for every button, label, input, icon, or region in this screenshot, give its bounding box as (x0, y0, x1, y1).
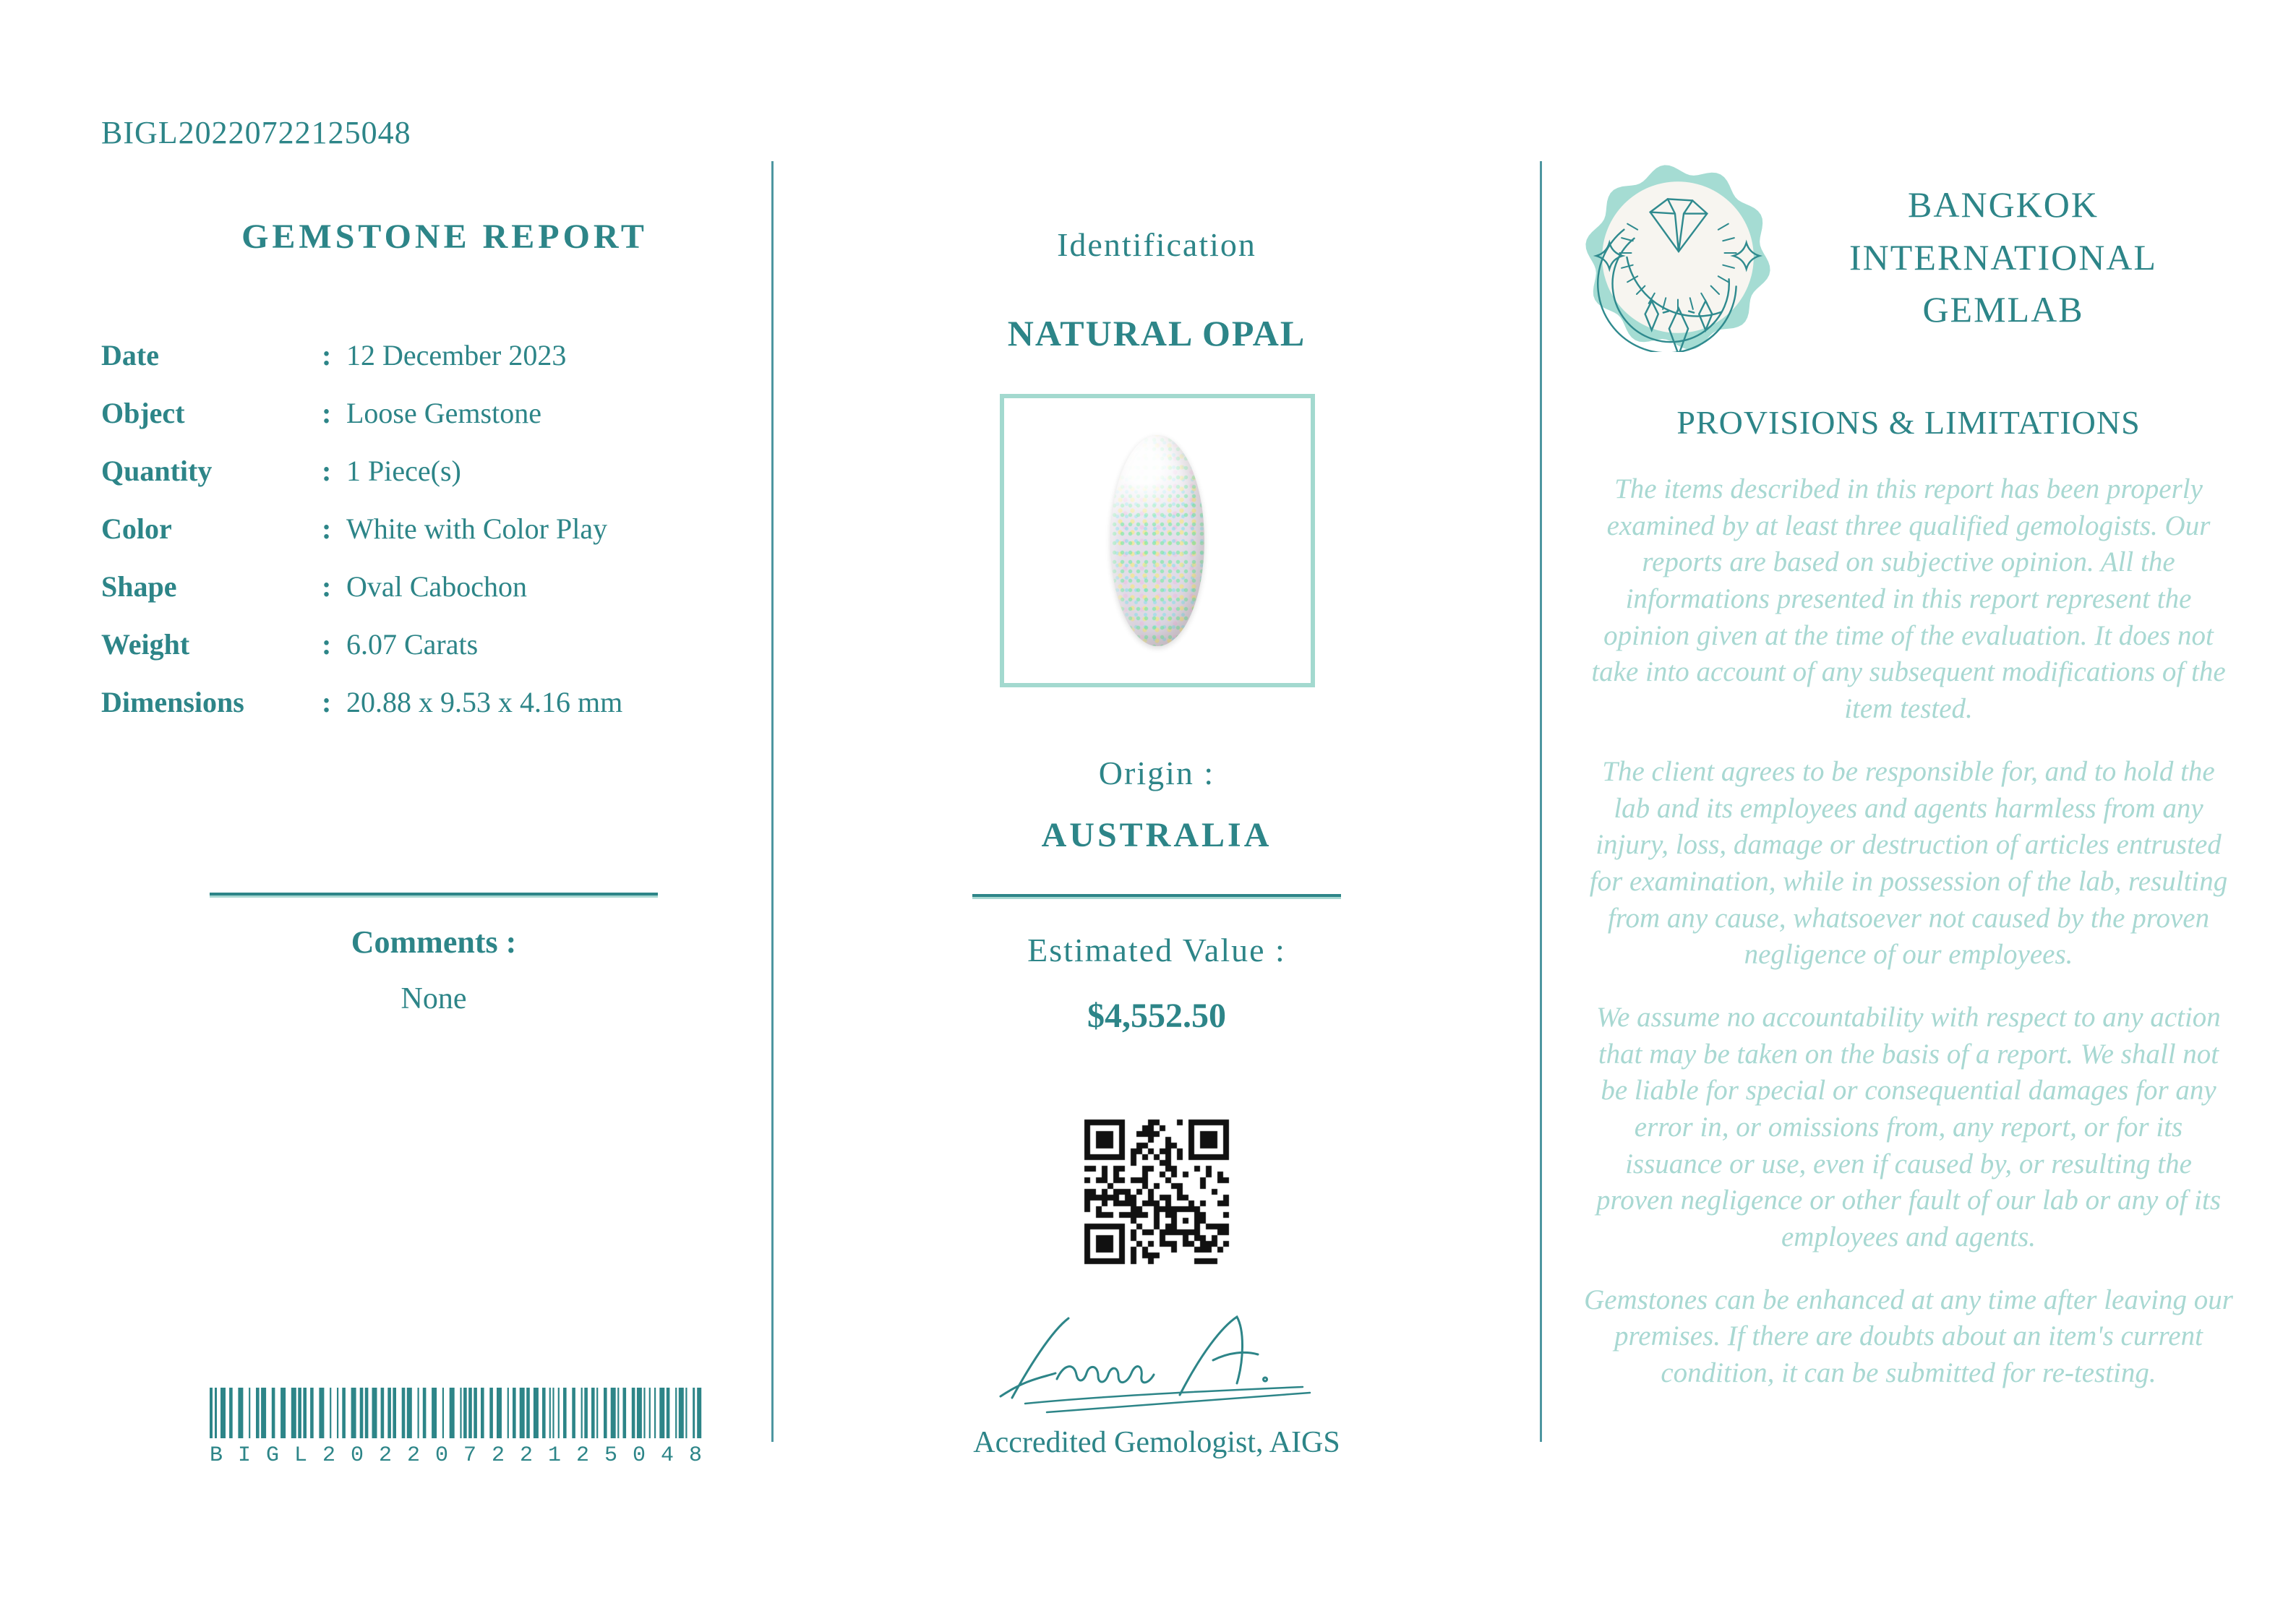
provisions-paragraph: The client agrees to be responsible for, and to hold the lab and its employees and agents harmless from any injury, loss, damage or destruction of articles entrusted for examination, while in possession of the lab, resulting from any cause, whatsoever not caused by the proven negligence of our employees. (1589, 755, 2228, 971)
field-value: 20.88 x 9.53 x 4.16 mm (346, 686, 623, 718)
field-value: White with Color Play (346, 512, 608, 545)
field-label: Quantity (101, 455, 213, 487)
field-row-weight (101, 627, 737, 685)
barcode-bars (210, 1388, 716, 1438)
estimated-value-label: Estimated Value : (1027, 932, 1286, 968)
column-divider-right (1540, 161, 1542, 1442)
lab-name-line: INTERNATIONAL (1849, 236, 2157, 278)
field-value: 6.07 Carats (346, 628, 479, 661)
field-colon: : (322, 628, 332, 661)
provisions-paragraph: The items described in this report has been properly examined by at least three qualified gemologists. Our reports are based on subjective opinion. All the informations presented in this report represent the opinion given at the time of the evaluation. It does not take into account of any subsequent modifications of the item tested. (1591, 473, 2226, 725)
field-value: Oval Cabochon (346, 570, 527, 603)
report-title: GEMSTONE REPORT (241, 218, 648, 256)
field-row-dimensions (101, 685, 737, 743)
barcode (210, 1388, 716, 1468)
field-label: Shape (101, 570, 177, 603)
field-label: Weight (101, 628, 190, 661)
provisions-paragraphs (1583, 471, 2234, 1418)
report-fields (101, 338, 737, 743)
gemologist-title: Accredited Gemologist, AIGS (973, 1426, 1340, 1459)
lab-name-line: GEMLAB (1922, 289, 2084, 330)
qr-code (1081, 1117, 1232, 1267)
field-row-quantity (101, 454, 737, 512)
field-colon: : (322, 512, 332, 545)
provisions-title: PROVISIONS & LIMITATIONS (1676, 404, 2141, 441)
value-separator (972, 894, 1341, 899)
field-row-color (101, 512, 737, 570)
field-row-object (101, 396, 737, 454)
lab-header (1583, 163, 2234, 352)
gemologist-signature (998, 1310, 1330, 1422)
field-value: Loose Gemstone (346, 397, 541, 429)
lab-name (1773, 179, 2234, 336)
comments-separator (210, 893, 658, 898)
field-colon: : (322, 339, 332, 371)
opal-gem-image (1110, 435, 1204, 646)
field-colon: : (322, 570, 332, 603)
gem-name: NATURAL OPAL (1007, 313, 1306, 353)
provisions-paragraph: We assume no accountability with respect to any action that may be taken on the basis of a report. We shall not be liable for special or consequential damages for any error in, or omissions from, any report, or for its issuance or use, even if caused by, or resulting the proven negligence or other fault of our lab or any of its employees and agents. (1595, 1001, 2222, 1253)
field-row-date (101, 338, 737, 396)
lab-name-line: BANGKOK (1908, 184, 2099, 225)
origin-value: AUSTRALIA (1041, 816, 1272, 854)
field-colon: : (322, 686, 332, 718)
estimated-value: $4,552.50 (1087, 997, 1226, 1035)
field-value: 12 December 2023 (346, 339, 567, 371)
field-label: Color (101, 512, 172, 545)
field-row-shape (101, 570, 737, 627)
gemlab-logo-icon (1583, 163, 1773, 352)
gem-photo-frame (1000, 394, 1315, 687)
field-label: Dimensions (101, 686, 244, 718)
field-label: Date (101, 339, 159, 371)
comments-label: Comments : (351, 924, 517, 960)
report-number: BIGL20220722125048 (101, 115, 411, 150)
provisions-paragraph: Gemstones can be enhanced at any time after leaving our premises. If there are doubts about an item's current condition, it can be submitted for re-testing. (1584, 1284, 2233, 1389)
barcode-text: BIGL20220722125048 (210, 1443, 718, 1468)
origin-label: Origin : (1098, 755, 1215, 791)
identification-section-label: Identification (1057, 226, 1256, 263)
field-colon: : (322, 455, 332, 487)
column-divider-left (771, 161, 774, 1442)
field-value: 1 Piece(s) (346, 455, 461, 487)
field-colon: : (322, 397, 332, 429)
field-label: Object (101, 397, 185, 429)
comments-value: None (400, 982, 467, 1015)
